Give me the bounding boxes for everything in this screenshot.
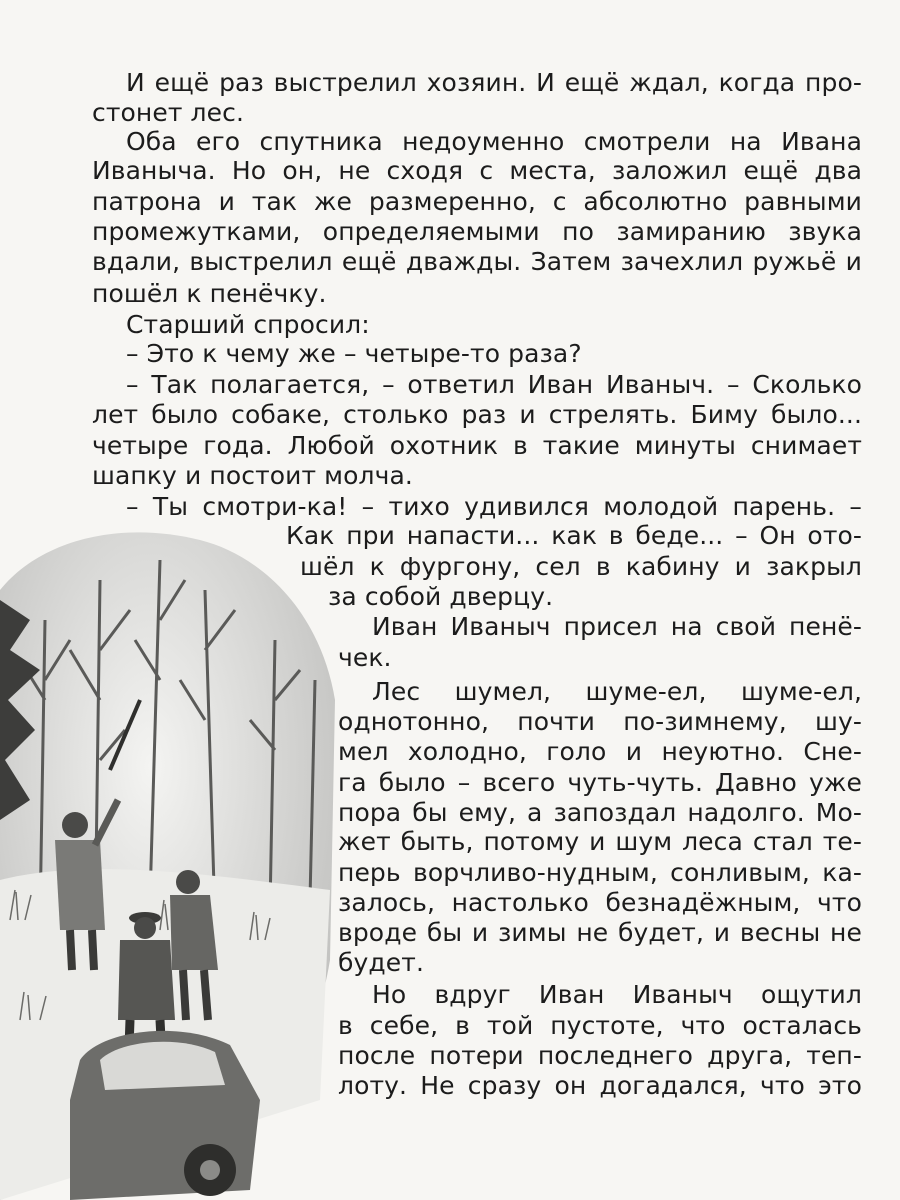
text-line: мел холодно, голо и неуютно. Сне-	[338, 737, 862, 766]
text-line: – Это к чему же – четыре-то раза?	[126, 339, 582, 368]
text-line: лоту. Не сразу он догадался, что это	[338, 1071, 862, 1100]
text-line: после потери последнего друга, теп-	[338, 1041, 862, 1070]
text-line: И ещё раз выстрелил хозяин. И ещё ждал, когда про-	[126, 68, 862, 97]
text-line: залось, настолько безнадёжным, что	[338, 888, 862, 917]
forest-hunters-illustration	[0, 500, 340, 1200]
text-line: перь ворчливо-нудным, сонливым, ка-	[338, 858, 862, 887]
text-line: Старший спросил:	[126, 310, 370, 339]
text-line: патрона и так же размеренно, с абсолютно равными	[92, 187, 862, 216]
text-line: Как при напасти... как в беде... – Он ото-	[286, 521, 862, 550]
text-line: пора бы ему, а запоздал надолго. Мо-	[338, 798, 862, 827]
car	[70, 1031, 260, 1200]
text-line: Иван Иваныч присел на свой пенё-	[372, 612, 862, 641]
text-line: вдали, выстрелил ещё дважды. Затем зачехлил ружьё и	[92, 247, 862, 276]
text-line: Иваныча. Но он, не сходя с места, заложил ещё два	[92, 156, 862, 185]
text-line: – Ты смотри-ка! – тихо удивился молодой парень. –	[126, 492, 862, 521]
text-line: шёл к фургону, сел в кабину и закрыл	[300, 552, 862, 581]
text-line: шапку и постоит молча.	[92, 461, 413, 490]
text-line: промежутками, определяемыми по замиранию звука	[92, 217, 862, 246]
text-line: в себе, в той пустоте, что осталась	[338, 1011, 862, 1040]
text-line: Лес шумел, шуме-ел, шуме-ел,	[372, 677, 862, 706]
text-line: Оба его спутника недоуменно смотрели на Ивана	[126, 127, 862, 156]
text-line: вроде бы и зимы не будет, и весны не	[338, 918, 862, 947]
text-line: будет.	[338, 948, 424, 977]
text-line: однотонно, почти по-зимнему, шу-	[338, 707, 862, 736]
text-line: га было – всего чуть-чуть. Давно уже	[338, 768, 862, 797]
text-line: – Так полагается, – ответил Иван Иваныч. – Сколько	[126, 370, 862, 399]
text-line: четыре года. Любой охотник в такие минуты снимает	[92, 431, 862, 460]
text-line: стонет лес.	[92, 98, 244, 127]
text-line: Но вдруг Иван Иваныч ощутил	[372, 980, 862, 1009]
text-line: чек.	[338, 643, 392, 672]
text-line: лет было собаке, столько раз и стрелять. Биму было...	[92, 400, 862, 429]
text-line: за собой дверцу.	[328, 582, 554, 611]
text-line: жет быть, потому и шум леса стал те-	[338, 827, 862, 856]
text-line: пошёл к пенёчку.	[92, 279, 327, 308]
